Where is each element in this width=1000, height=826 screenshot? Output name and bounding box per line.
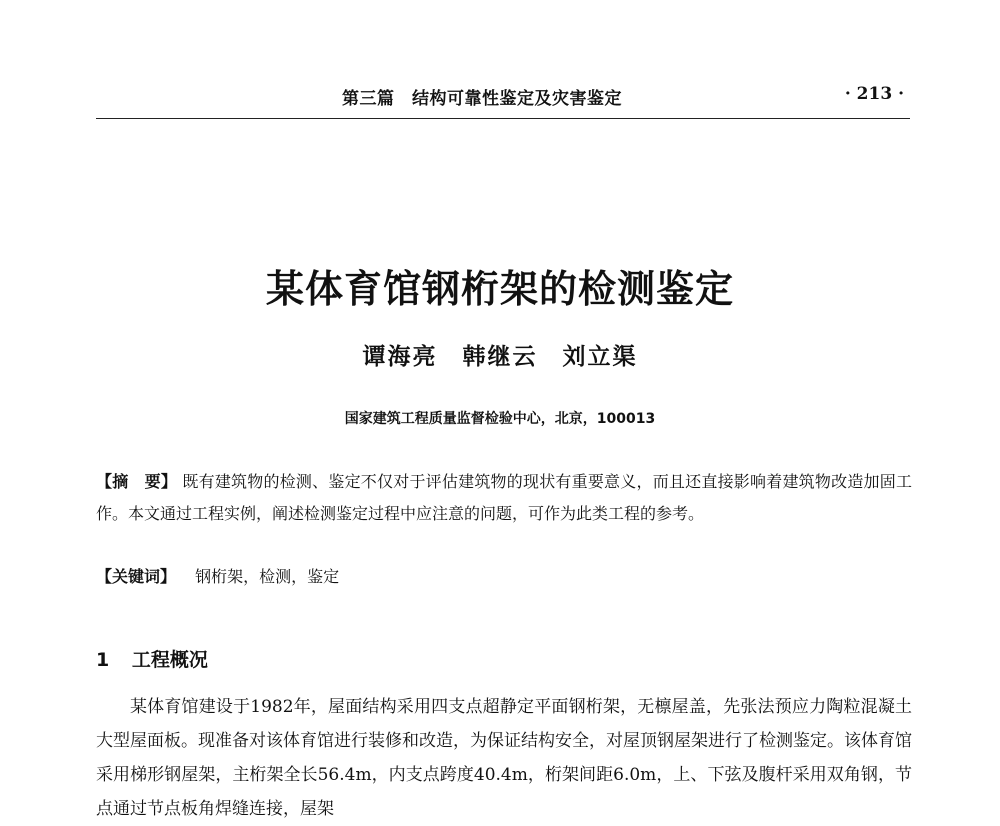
section-title: 工程概况 bbox=[131, 649, 208, 671]
section-number: 1 bbox=[96, 649, 110, 671]
keywords bbox=[96, 564, 339, 587]
page-number: · 213 · bbox=[844, 84, 904, 104]
section-heading bbox=[96, 645, 208, 672]
body-paragraph: 某体育馆建设于1982年，屋面结构采用四支点超静定平面钢桁架，无檩屋盖，先张法预应力陶粒混凝土大型屋面板。现准备对该体育馆进行装修和改造，为保证结构安全，对屋顶钢屋架进行了检测鉴定。该体育馆采用梯形钢屋架，主桁架全长56.4m，内支点跨度40.4m，桁架间距6.0m，上、下弦及腹杆采用双角钢，节点通过节点板角焊缝连接，屋架 bbox=[96, 697, 912, 819]
author-list: 谭海亮 韩继云 刘立渠 bbox=[362, 343, 638, 370]
keywords-text: 钢桁架，检测，鉴定 bbox=[195, 567, 340, 586]
running-section-title: 第三篇 结构可靠性鉴定及灾害鉴定 bbox=[342, 89, 622, 109]
keywords-label: 【关键词】 bbox=[96, 567, 177, 586]
abstract-text: 既有建筑物的检测、鉴定不仅对于评估建筑物的现状有重要意义，而且还直接影响着建筑物改造加固工作。本文通过工程实例，阐述检测鉴定过程中应注意的问题，可作为此类工程的参考。 bbox=[96, 472, 912, 523]
page-header bbox=[96, 80, 910, 119]
abstract bbox=[96, 466, 912, 530]
abstract-label: 【摘 要】 bbox=[96, 472, 178, 491]
article-title: 某体育馆钢桁架的检测鉴定 bbox=[265, 267, 734, 311]
affiliation: 国家建筑工程质量监督检验中心，北京，100013 bbox=[344, 411, 656, 427]
